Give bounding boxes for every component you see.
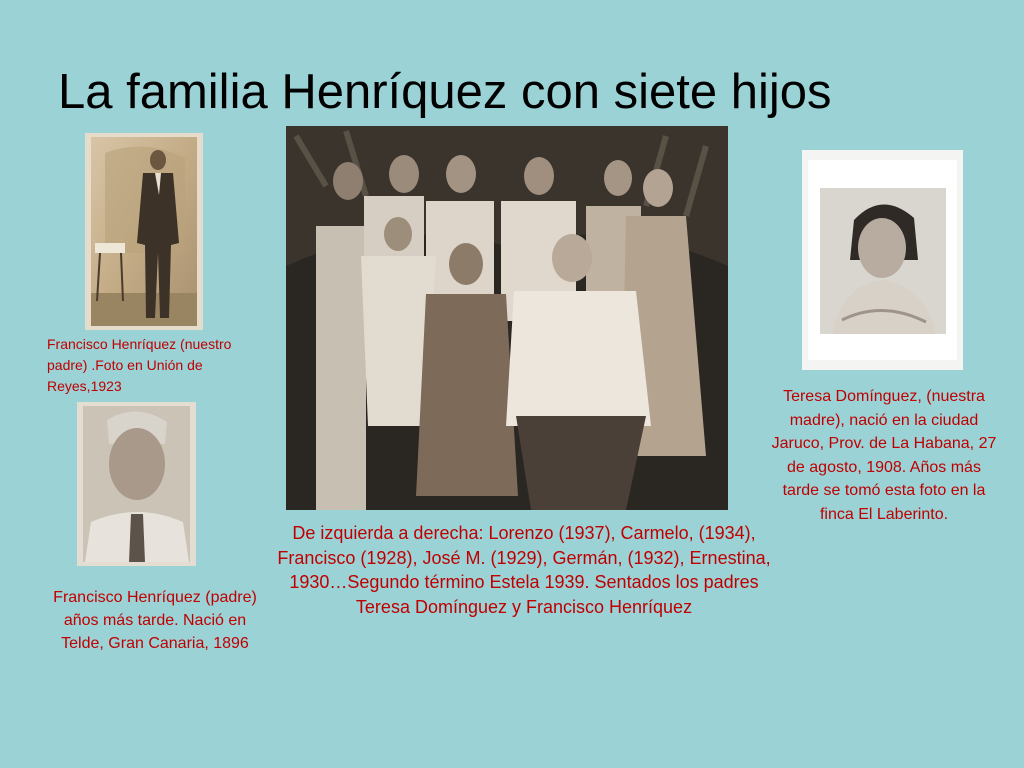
caption-francisco-1923: Francisco Henríquez (nuestro padre) .Foto en Unión de Reyes,1923	[47, 336, 232, 394]
photo-family-group	[286, 126, 728, 510]
caption-family-group: De izquierda a derecha: Lorenzo (1937), Carmelo, (1934), Francisco (1928), José M. (1929), Germán, (1932), Ernestina, 1930…Segundo término Estela 1939. Sentados los padres Teresa Domínguez y Francisco Henríquez	[277, 523, 771, 617]
caption-francisco-later: Francisco Henríquez (padre) años más tarde. Nació en Telde, Gran Canaria, 1896	[53, 589, 257, 652]
photo-francisco-1923	[85, 133, 203, 330]
photo-francisco-later	[77, 402, 196, 566]
photo-teresa-dominguez	[802, 150, 963, 370]
slide-title: La familia Henríquez con siete hijos	[58, 65, 832, 119]
caption-teresa-dominguez: Teresa Domínguez, (nuestra madre), nació en la ciudad Jaruco, Prov. de La Habana, 27 de agosto, 1908. Años más tarde se tomó esta foto en la finca El Laberinto.	[771, 388, 997, 523]
